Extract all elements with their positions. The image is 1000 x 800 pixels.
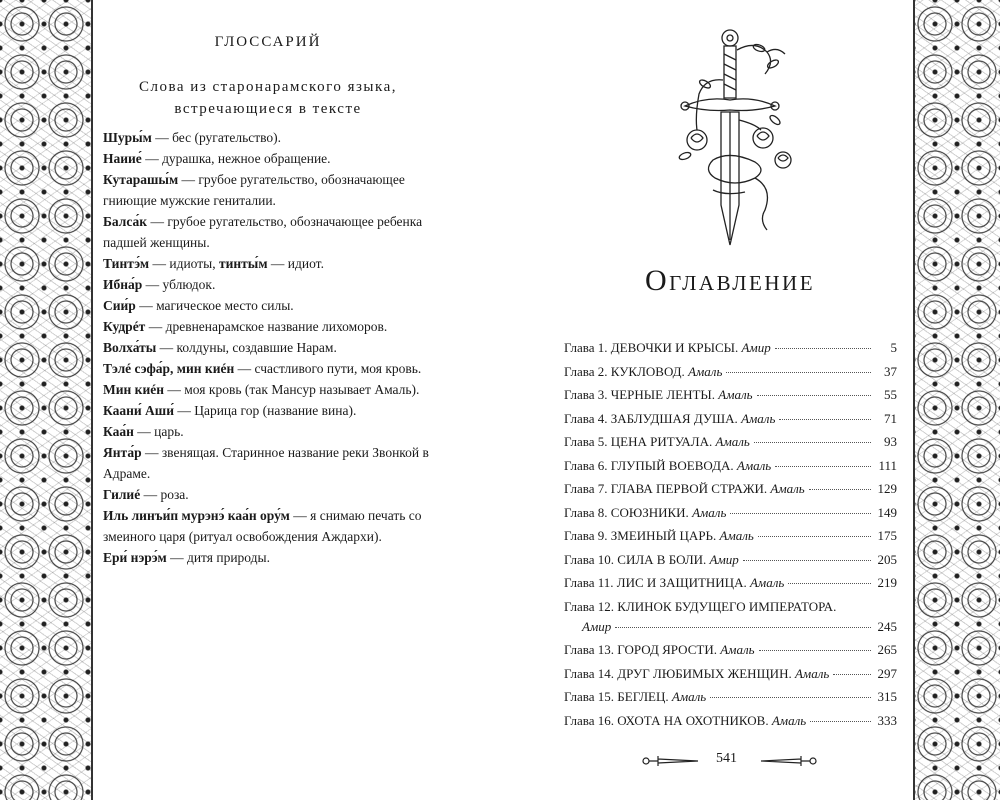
glossary-term: Янта́р [103, 445, 142, 460]
glossary-term: Иль линъи́п мурэнэ́ каа́н ору́м [103, 508, 290, 523]
toc-text [564, 387, 753, 403]
toc-text [564, 713, 806, 729]
toc-pov: Амаль [719, 528, 754, 543]
toc-leader-dots [730, 513, 871, 514]
toc-entry [564, 575, 897, 599]
toc-pov: Амир [741, 340, 771, 355]
toc-page-number: 71 [884, 410, 897, 426]
toc-leader-dots [743, 560, 871, 561]
toc-pov: Амаль [770, 481, 805, 496]
toc-pov: Амаль [671, 689, 707, 704]
toc-page-number: 315 [877, 689, 897, 704]
glossary-definition: — магическое место силы. [135, 298, 294, 313]
dagger-rose-illustration [655, 20, 805, 260]
toc-page-number: 149 [877, 504, 897, 520]
toc-page-number: 245 [877, 618, 897, 634]
toc-page-number: 93 [884, 434, 897, 449]
toc-text [564, 411, 775, 427]
glossary-definition: — грубое ругательство, обозначающее гниющие мужские гениталии. [103, 172, 405, 208]
toc-chapter: Глава 4. ЗАБЛУДШАЯ ДУША. [564, 410, 738, 426]
toc-text [564, 505, 726, 521]
toc-leader-dots [759, 650, 871, 651]
toc-chapter: Глава 1. ДЕВОЧКИ И КРЫСЫ. [564, 340, 739, 355]
glossary-definition: — я снимаю печать со змеиного царя (ритуал освобождения Аждархи). [103, 508, 422, 544]
toc-page-number: 111 [878, 457, 897, 473]
toc-chapter: Глава 14. ДРУГ ЛЮБИМЫХ ЖЕНЩИН. [564, 665, 792, 681]
toc-leader-dots [754, 442, 871, 443]
glossary-term: Балса́к [103, 214, 148, 229]
toc-leader-dots [833, 674, 871, 675]
toc-text [564, 340, 771, 356]
toc-pov: Амаль [718, 387, 753, 402]
toc-pov: Амир [709, 551, 739, 567]
glossary-definition: — идиоты, [149, 256, 219, 271]
glossary-term: Кутарашы́м [103, 172, 179, 187]
glossary-term: Тинтэ́м [103, 256, 150, 271]
toc-pov: Амаль [736, 457, 772, 473]
glossary-definition: — грубое ругательство, обозначающее ребенка падшей женщины. [103, 214, 423, 250]
toc-leader-dots [710, 697, 871, 698]
toc-entry [564, 434, 897, 458]
toc-chapter: Глава 9. ЗМЕИНЫЙ ЦАРЬ. [564, 528, 717, 543]
glossary-entry [103, 274, 443, 295]
glossary-entry [103, 484, 443, 505]
toc-pov: Амаль [720, 642, 755, 657]
floral-border-left [0, 0, 93, 800]
glossary-definition: — царь. [133, 424, 184, 439]
toc-text [564, 642, 755, 658]
glossary-definition: — дитя природы. [166, 550, 270, 565]
glossary-definition: — моя кровь (так Мансур называет Амаль). [164, 382, 420, 397]
toc-chapter: Глава 16. ОХОТА НА ОХОТНИКОВ. [564, 712, 769, 728]
glossary-entry [103, 358, 443, 379]
toc-page-number: 205 [877, 551, 897, 567]
glossary-term: Ери́ нэрэ́м [103, 550, 167, 565]
glossary-entry [103, 421, 443, 442]
toc-entry [564, 666, 897, 690]
glossary-subtitle [93, 76, 443, 120]
glossary-term: Волха́ты [103, 340, 157, 355]
page-number: 541 [716, 751, 737, 766]
toc-chapter: Глава 3. ЧЕРНЫЕ ЛЕНТЫ. [564, 387, 715, 402]
glossary-definition: — бес (ругательство). [151, 130, 282, 145]
toc-leader-dots [615, 627, 871, 628]
toc-page-number: 37 [884, 363, 897, 379]
toc-entry [564, 599, 897, 643]
glossary-definition: — роза. [140, 487, 189, 502]
glossary-term: Мин киéн [103, 382, 165, 397]
toc-pov: Амаль [749, 575, 785, 590]
toc-text [564, 666, 829, 682]
toc-pov: Амаль [741, 410, 776, 426]
glossary-definition: — Царица гор (название вина). [173, 403, 357, 418]
glossary-entry [103, 316, 443, 337]
glossary-definition: — колдуны, создавшие Нарам. [156, 340, 337, 355]
toc-leader-dots [775, 466, 871, 467]
glossary-term: Каа́н [103, 424, 134, 439]
toc-line [564, 619, 897, 643]
toc-page-number: 175 [877, 528, 897, 543]
toc-pov: Амаль [771, 712, 807, 728]
toc-entry [564, 411, 897, 435]
glossary-entry [103, 400, 443, 421]
toc-entry [564, 689, 897, 713]
toc-text [564, 364, 722, 380]
toc-chapter: Глава 11. ЛИС И ЗАЩИТНИЦА. [564, 575, 747, 590]
toc-entry [564, 713, 897, 737]
toc-entry [564, 642, 897, 666]
glossary-definition: — звенящая. Старинное название реки Звонкой в Адраме. [103, 445, 429, 481]
toc-leader-dots [758, 536, 871, 537]
glossary-term: Сии́р [103, 298, 136, 313]
toc-pov: Амир [582, 618, 612, 634]
toc-entry [564, 387, 897, 411]
toc-leader-dots [757, 395, 871, 396]
toc-entry [564, 364, 897, 388]
glossary-entry [103, 211, 443, 253]
glossary-entry [103, 442, 443, 484]
toc-chapter: Глава 8. СОЮЗНИКИ. [564, 504, 689, 520]
glossary-term: Наиие́ [103, 151, 142, 166]
toc-title: Оглавление [644, 264, 816, 297]
toc-leader-dots [726, 372, 871, 373]
glossary-term: Кудрéт [103, 319, 146, 334]
floral-border-right [913, 0, 1000, 800]
glossary-entry [103, 547, 443, 568]
glossary-entry [103, 505, 443, 547]
glossary-term: тинты́м [218, 256, 268, 271]
toc-chapter: Глава 7. ГЛАВА ПЕРВОЙ СТРАЖИ. [564, 481, 768, 496]
toc-text [564, 528, 754, 544]
glossary-entry [103, 148, 443, 169]
glossary-definition: — дурашка, нежное обращение. [141, 151, 331, 166]
glossary-definition: — ублюдок. [142, 277, 216, 292]
toc-page-number: 129 [877, 481, 897, 496]
toc-pov: Амаль [692, 504, 727, 520]
glossary-subtitle-line1: Слова из старонарамского языка, [139, 79, 397, 95]
glossary-term: Гилиé [103, 487, 141, 502]
glossary-term: Шуры́м [103, 130, 152, 145]
glossary-term: Тэлé сэфа́р, мин киéн [103, 361, 235, 376]
glossary-subtitle-line2: встречающиеся в тексте [174, 101, 362, 117]
glossary-entry [103, 253, 443, 274]
toc-pov: Амаль [794, 665, 830, 681]
toc-line [564, 599, 897, 619]
toc-text [564, 689, 706, 705]
glossary-title: ГЛОССАРИЙ [214, 34, 322, 50]
toc-entry [564, 340, 897, 364]
toc-entry [564, 505, 897, 529]
toc-entry [564, 528, 897, 552]
toc-leader-dots [788, 583, 871, 584]
toc-text [564, 434, 750, 450]
toc-page [555, 0, 913, 800]
glossary-definition: — счастливого пути, моя кровь. [234, 361, 422, 376]
glossary-term: Каани́ Аши́ [103, 403, 174, 418]
glossary-entry [103, 379, 443, 400]
toc-leader-dots [779, 419, 871, 420]
toc-chapter: Глава 2. КУКЛОВОД. [564, 363, 685, 379]
toc-page-number: 55 [884, 387, 897, 402]
glossary-entry [103, 295, 443, 316]
toc-pov: Амаль [715, 434, 750, 449]
toc-text [564, 458, 771, 474]
toc-page-number: 333 [877, 712, 897, 728]
toc-text [564, 552, 739, 568]
toc-entry [564, 458, 897, 482]
toc-page-number: 5 [890, 340, 897, 355]
toc-entry [564, 552, 897, 576]
toc-chapter: Глава 12. КЛИНОК БУДУЩЕГО ИМПЕРАТОРА. [564, 598, 837, 614]
toc-pov: Амаль [688, 363, 723, 379]
toc-leader-dots [809, 489, 871, 490]
toc-leader-dots [775, 348, 871, 349]
glossary-entry [103, 337, 443, 358]
toc-chapter: Глава 6. ГЛУПЫЙ ВОЕВОДА. [564, 457, 734, 473]
toc-leader-dots [810, 721, 871, 722]
toc-page-number: 219 [877, 575, 897, 590]
glossary-definition: — идиот. [267, 256, 324, 271]
toc-chapter: Глава 10. СИЛА В БОЛИ. [564, 551, 707, 567]
glossary-page [93, 0, 453, 800]
glossary-entry [103, 169, 443, 211]
glossary-list [103, 127, 443, 568]
toc-page-number: 297 [877, 665, 897, 681]
glossary-entry [103, 127, 443, 148]
toc-chapter: Глава 15. БЕГЛЕЦ. [564, 689, 669, 704]
toc-list [564, 340, 897, 736]
glossary-term: Ибна́р [103, 277, 143, 292]
toc-chapter: Глава 13. ГОРОД ЯРОСТИ. [564, 642, 717, 657]
toc-entry [564, 481, 897, 505]
toc-page-number: 265 [877, 642, 897, 657]
toc-text [564, 481, 805, 497]
glossary-definition: — древненарамское название лихоморов. [145, 319, 388, 334]
toc-text [564, 575, 784, 591]
toc-chapter: Глава 5. ЦЕНА РИТУАЛА. [564, 434, 713, 449]
